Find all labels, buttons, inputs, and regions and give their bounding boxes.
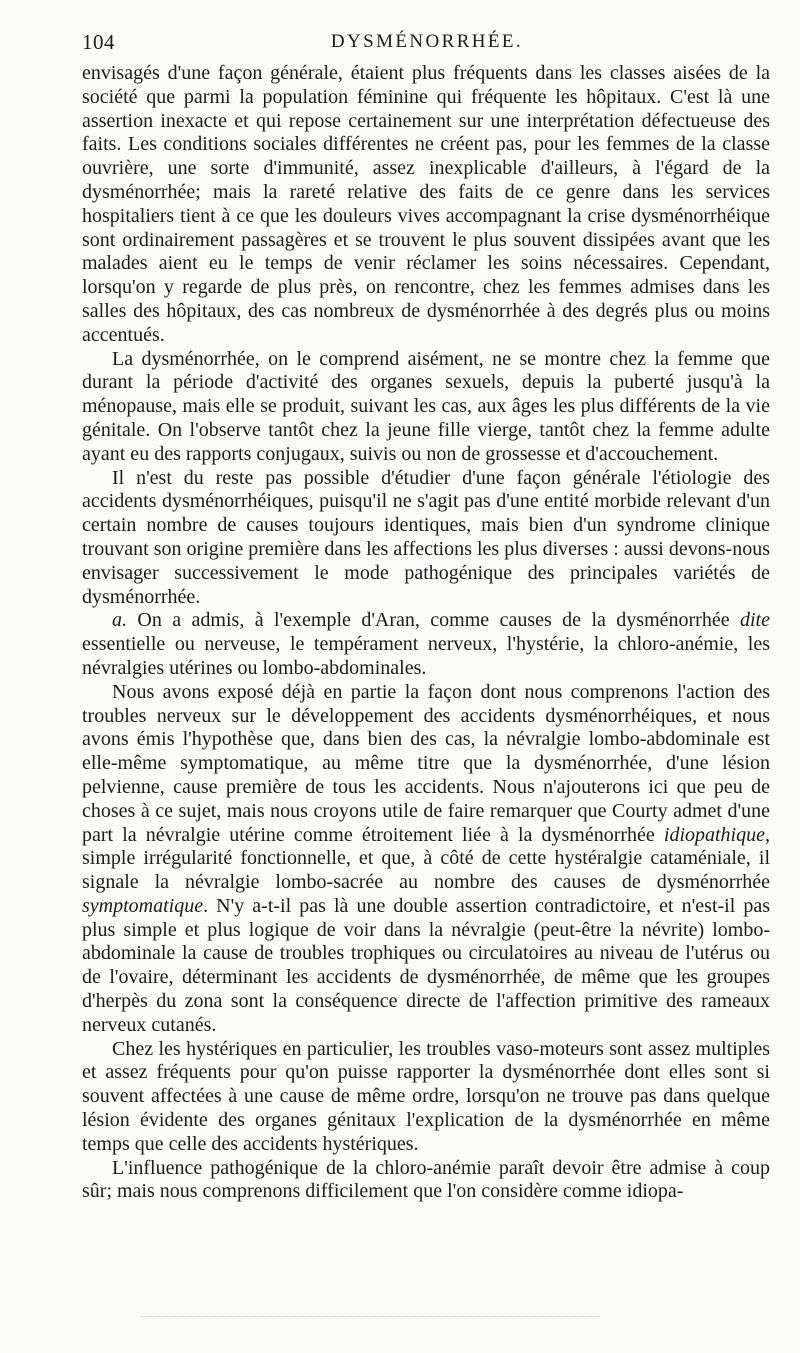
paragraph: L'influence pathogénique de la chloro-anémie paraît devoir être admise à coup sûr; mais nous comprenons difficilement que l'on considère comme idiopa- [82, 1156, 770, 1203]
paragraph: envisagés d'une façon générale, étaient plus fréquents dans les classes aisées de la société que parmi la population féminine qui fréquente les hôpitaux. C'est là une assertion inexacte et qui repose certainement sur une interprétation défectueuse des faits. Les conditions sociales différentes ne créent pas, pour les femmes de la classe ouvrière, une sorte d'immunité, assez inexplicable d'ailleurs, à l'égard de la dysménorrhée; mais la rareté relative des faits de ce genre dans les services hospitaliers tient à ce que les douleurs vives accompagnant la crise dysménorrhéique sont ordinairement passagères et se trouvent le plus souvent dissipées avant que les malades aient eu le temps de venir réclamer les soins nécessaires. Cependant, lorsqu'on y regarde de plus près, on rencontre, chez les femmes admises dans les salles des hôpitaux, des cas nombreux de dysménorrhée à des degrés plus ou moins accentués. [82, 62, 770, 346]
page-header [82, 30, 772, 56]
running-title: DYSMÉNORRHÉE. [330, 31, 524, 52]
paragraph: a. On a admis, à l'exemple d'Aran, comme causes de la dysménorrhée dite essentielle ou nerveuse, le tempérament nerveux, l'hystérie, la chloro-anémie, les névralgies utérines ou lombo-abdominales. [82, 609, 770, 679]
italic-term: idiopathique [663, 823, 765, 846]
paragraph: Chez les hystériques en particulier, les troubles vaso-moteurs sont assez multiples et assez fréquents pour qu'on puisse rapporter la dysménorrhée dont elles sont si souvent affectées à une cause de même ordre, lorsqu'on ne trouve pas dans quelque lésion évidente des organes génitaux l'explication de la dysménorrhée en même temps que celle des accidents hystériques. [82, 1037, 770, 1155]
scan-specks [140, 1316, 600, 1323]
paragraph: La dysménorrhée, on le comprend aisément, ne se montre chez la femme que durant la période d'activité des organes sexuels, depuis la puberté jusqu'à la ménopause, mais elle se produit, suivant les cas, aux âges les plus différents de la vie génitale. On l'observe tantôt chez la jeune fille vierge, tantôt chez la femme adulte ayant eu des rapports conjugaux, suivis ou non de grossesse et d'accouchement. [82, 347, 770, 465]
paragraph: Nous avons exposé déjà en partie la façon dont nous comprenons l'action des troubles nerveux sur le développement des accidents dysménorrhéiques, et nous avons émis l'hypothèse que, dans bien des cas, la névralgie lombo-abdominale est elle-même symptomatique, au même titre que la dysménorrhée, d'une lésion pelvienne, cause première de tous les accidents. Nous n'ajouterons ici que peu de choses à ce sujet, mais nous croyons utile de faire remarquer que Courty admet d'une part la névralgie utérine comme étroitement liée à la dysménorrhée idiopathique, simple irrégularité fonctionnelle, et que, à côté de cette hystéralgie cataméniale, il signale la névralgie lombo-sacrée au nombre des causes de dysménorrhée symptomatique. N'y a-t-il pas là une double assertion contradictoire, et n'est-il pas plus simple et plus logique de voir dans la névralgie (peut-être la névrite) lombo-abdominale la cause de troubles trophiques ou circulatoires au niveau de l'utérus ou de l'ovaire, déterminant les accidents de dysménorrhée, de même que les groupes d'herpès du zona sont la conséquence directe de l'affection primitive des rameaux nerveux cutanés. [82, 680, 770, 1036]
body-text [82, 62, 770, 1204]
italic-term: symptomatique [82, 894, 204, 917]
page-number: 104 [82, 30, 115, 54]
section-marker: a. [112, 609, 127, 632]
italic-term: dite [740, 609, 770, 632]
paragraph: Il n'est du reste pas possible d'étudier d'une façon générale l'étiologie des accidents dysménorrhéiques, puisqu'il ne s'agit pas d'une entité morbide relevant d'un certain nombre de causes toujours identiques, mais bien d'un syndrome clinique trouvant son origine première dans les affections les plus diverses : aussi devons-nous envisager successivement le mode pathogénique des principales variétés de dysménorrhée. [82, 466, 770, 608]
